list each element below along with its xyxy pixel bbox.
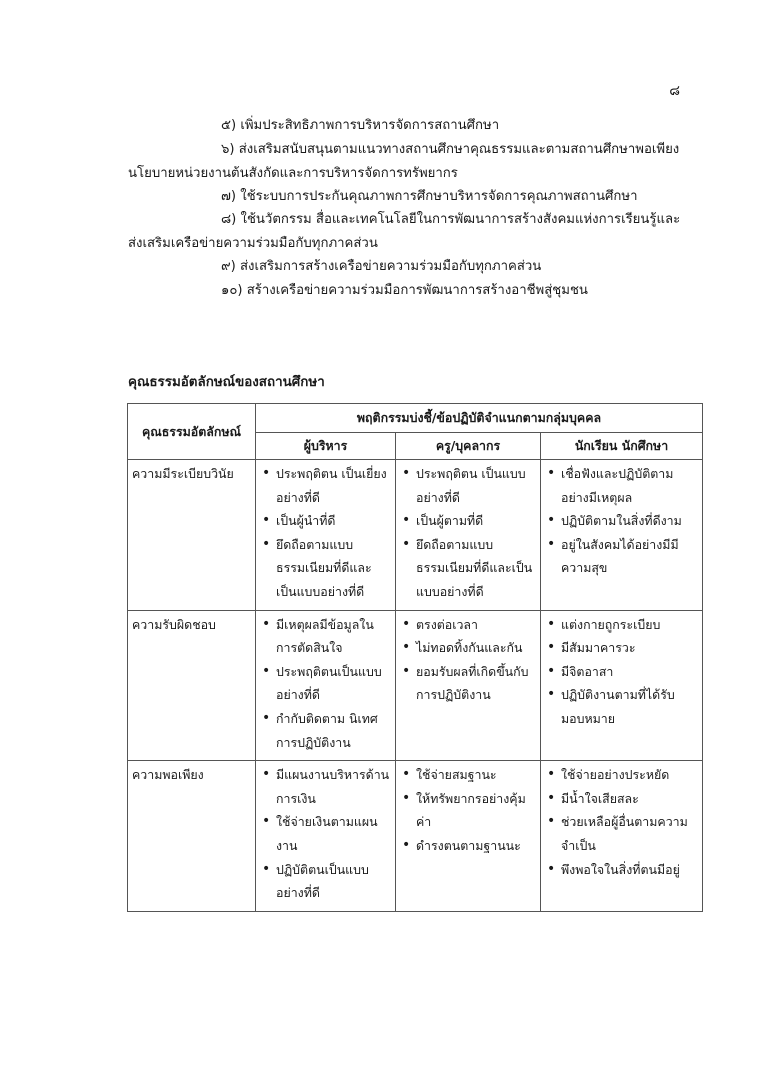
bullet-item: • ให้ทรัพยากรอย่างคุ้มค่า xyxy=(400,787,536,834)
plan-item-10: ๑๐) สร้างเครือข่ายความร่วมมือการพัฒนาการสร้างอาชีพสู่ชุมชน xyxy=(221,283,588,298)
plan-item-7: ๗) ใช้ระบบการประกันคุณภาพการศึกษาบริหารจัดการคุณภาพสถานศึกษา xyxy=(221,189,638,204)
behavior-cell xyxy=(396,610,541,761)
bullet-item: • ดำรงตนตามฐานนะ xyxy=(400,834,536,858)
page-number: ๘ xyxy=(669,83,680,99)
behavior-cell xyxy=(541,460,703,611)
bullet-item: • เป็นผู้นำที่ดี xyxy=(260,509,391,533)
behavior-cell xyxy=(256,761,396,912)
bullet-item: • ประพฤติตน เป็นเยี่ยงอย่างที่ดี xyxy=(260,462,391,509)
bullet-item: • อยู่ในสังคมได้อย่างมีมีความสุข xyxy=(545,533,698,580)
bullet-item: • ปฏิบัติตามในสิ่งที่ดีงาม xyxy=(545,509,698,533)
plan-item-5: ๕) เพิ่มประสิทธิภาพการบริหารจัดการสถานศึกษา xyxy=(221,118,500,133)
table-row xyxy=(128,460,703,611)
table-row xyxy=(128,761,703,912)
column-header-administrators: ผู้บริหาร xyxy=(256,433,396,460)
bullet-item: • พึงพอใจในสิ่งที่ตนมีอยู่ xyxy=(545,858,698,882)
plan-item-6: ๖) ส่งเสริมสนับสนุนตามแนวทางสถานศึกษาคุณธรรมและตามสถานศึกษาพอเพียง นโยบายหน่วยงานต้นสังกัดและการบริหารจัดการทรัพยากร xyxy=(128,142,680,181)
behavior-cell xyxy=(256,610,396,761)
bullet-item: • ใช้จ่ายสมฐานะ xyxy=(400,763,536,787)
bullet-item: • ใช้จ่ายอย่างประหยัด xyxy=(545,763,698,787)
bullet-item: • ยอมรับผลที่เกิดขึ้นกับการปฏิบัติงาน xyxy=(400,660,536,707)
plan-item-9: ๙) ส่งเสริมการสร้างเครือข่ายความร่วมมือกับทุกภาคส่วน xyxy=(221,259,542,274)
bullet-item: • ยึดถือตามแบบธรรมเนียมที่ดีและเป็นแบบอย่างที่ดี xyxy=(400,533,536,604)
bullet-item: • มีเหตุผลมีข้อมูลในการตัดสินใจ xyxy=(260,613,391,660)
bullet-item: • ยึดถือตามแบบธรรมเนียมที่ดีและเป็นแบบอย่างที่ดี xyxy=(260,533,391,604)
group-header: พฤติกรรมบ่งชี้/ข้อปฏิบัติจำแนกตามกลุ่มบุคคล xyxy=(256,404,703,433)
bullet-item: • ประพฤติตน เป็นแบบอย่างที่ดี xyxy=(400,462,536,509)
column-header-students: นักเรียน นักศึกษา xyxy=(541,433,703,460)
bullet-item: • ตรงต่อเวลา xyxy=(400,613,536,637)
bullet-item: • มีแผนงานบริหารด้านการเงิน xyxy=(260,763,391,810)
bullet-item: • ช่วยเหลือผู้อื่นตามความจำเป็น xyxy=(545,810,698,857)
virtue-label: ความมีระเบียบวินัย xyxy=(128,460,256,611)
column-header-teachers: ครู/บุคลากร xyxy=(396,433,541,460)
bullet-item: • ประพฤติตนเป็นแบบอย่างที่ดี xyxy=(260,660,391,707)
behavior-cell xyxy=(541,761,703,912)
behavior-cell xyxy=(541,610,703,761)
section-title: คุณธรรมอัตลักษณ์ของสถานศึกษา xyxy=(128,375,325,390)
bullet-item: • กำกับติดตาม นิเทศการปฏิบัติงาน xyxy=(260,707,391,754)
behavior-cell xyxy=(396,761,541,912)
bullet-item: • มีสัมมาคารวะ xyxy=(545,636,698,660)
behavior-cell xyxy=(256,460,396,611)
behavior-cell xyxy=(396,460,541,611)
bullet-item: • แต่งกายถูกระเบียบ xyxy=(545,613,698,637)
virtue-label: ความรับผิดชอบ xyxy=(128,610,256,761)
bullet-item: • เป็นผู้ตามที่ดี xyxy=(400,509,536,533)
bullet-item: • ปฏิบัติตนเป็นแบบอย่างที่ดี xyxy=(260,858,391,905)
virtues-table xyxy=(127,403,703,912)
corner-header: คุณธรรมอัตลักษณ์ xyxy=(128,404,256,460)
bullet-item: • มีจิตอาสา xyxy=(545,660,698,684)
bullet-item: • มีน้ำใจเสียสละ xyxy=(545,787,698,811)
virtue-label: ความพอเพียง xyxy=(128,761,256,912)
table-row xyxy=(128,610,703,761)
bullet-item: • ปฏิบัติงานตามที่ได้รับมอบหมาย xyxy=(545,683,698,730)
plan-item-8: ๘) ใช้นวัตกรรม สื่อและเทคโนโลยีในการพัฒนาการสร้างสังคมแห่งการเรียนรู้และ ส่งเสริมเครือข่ายความร่วมมือกับทุกภาคส่วน xyxy=(128,212,681,251)
bullet-item: • เชื่อฟังและปฏิบัติตามอย่างมีเหตุผล xyxy=(545,462,698,509)
bullet-item: • ไม่ทอดทิ้งกันและกัน xyxy=(400,636,536,660)
bullet-item: • ใช้จ่ายเงินตามแผนงาน xyxy=(260,810,391,857)
